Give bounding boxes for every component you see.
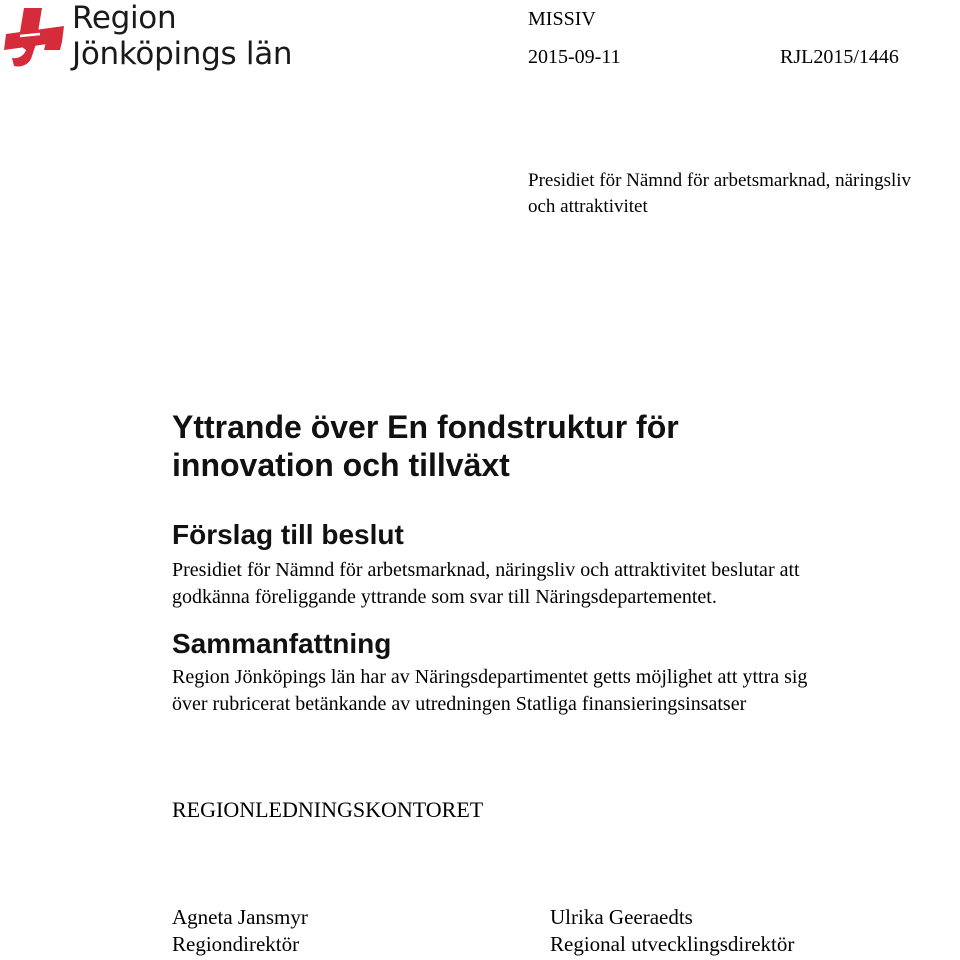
- signatory-left: [172, 904, 308, 958]
- document-title: [172, 408, 932, 484]
- logo-text-region: Region: [72, 0, 177, 36]
- summary-line: över rubricerat betänkande av utredningen Statliga finansieringsinsatser: [172, 693, 747, 715]
- summary-line: Region Jönköpings län har av Näringsdepartimentet getts möjlighet att yttra sig: [172, 666, 808, 688]
- recipient-block: [528, 168, 958, 220]
- proposal-line: godkänna föreliggande yttrande som svar till Näringsdepartementet.: [172, 586, 717, 608]
- summary-heading: Sammanfattning: [172, 628, 392, 659]
- logo-text-jonkopings-lan: Jönköpings län: [72, 36, 293, 72]
- red-cross-ribbon-icon: [2, 4, 68, 70]
- proposal-heading: Förslag till beslut: [172, 519, 404, 550]
- signatory-right: [550, 904, 794, 958]
- signatory-name: Ulrika Geeraedts: [550, 905, 693, 929]
- office-name: REGIONLEDNINGSKONTORET: [172, 797, 484, 822]
- signatory-role: Regional utvecklingsdirektör: [550, 932, 795, 956]
- title-line: Yttrande över En fondstruktur för: [172, 409, 679, 445]
- signatory-role: Regiondirektör: [172, 932, 300, 956]
- signatory-name: Agneta Jansmyr: [172, 905, 308, 929]
- document-reference: RJL2015/1446: [780, 46, 899, 68]
- title-line: innovation och tillväxt: [172, 447, 510, 483]
- document-date: 2015-09-11: [528, 46, 621, 68]
- proposal-line: Presidiet för Nämnd för arbetsmarknad, näringsliv och attraktivitet beslutar att: [172, 559, 800, 581]
- recipient-line: och attraktivitet: [528, 196, 648, 217]
- recipient-line: Presidiet för Nämnd för arbetsmarknad, näringsliv: [528, 170, 912, 191]
- summary-text: [172, 664, 952, 718]
- document-type: MISSIV: [528, 8, 596, 30]
- region-logo: [0, 0, 300, 80]
- proposal-text: [172, 557, 952, 611]
